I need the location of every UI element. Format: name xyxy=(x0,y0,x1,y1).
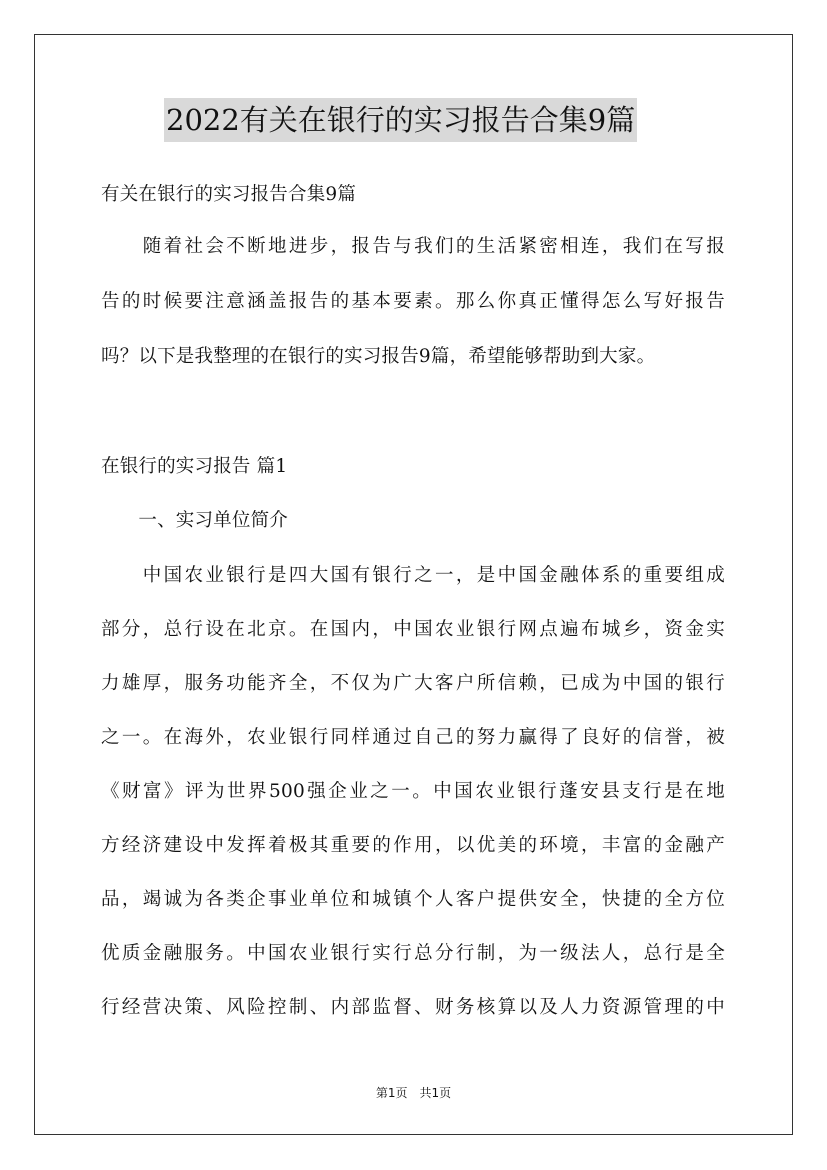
body-line: 方经济建设中发挥着极其重要的作用，以优美的环境，丰富的金融产 xyxy=(101,835,725,856)
body-line: 优质金融服务。中国农业银行实行总分行制，为一级法人，总行是全 xyxy=(101,943,725,964)
section-heading: 在银行的实习报告 篇1 xyxy=(101,456,288,477)
body-line: 中国农业银行是四大国有银行之一，是中国金融体系的重要组成 xyxy=(101,565,725,586)
body-line: 行经营决策、风险控制、内部监督、财务核算以及人力资源管理的中 xyxy=(101,997,725,1018)
intro-line: 告的时候要注意涵盖报告的基本要素。那么你真正懂得怎么写好报告 xyxy=(101,291,725,312)
page-footer: 第1页 共1页 xyxy=(375,1086,452,1100)
sub-heading: 一、实习单位简介 xyxy=(101,510,289,531)
body-line: 部分，总行设在北京。在国内，中国农业银行网点遍布城乡，资金实 xyxy=(101,619,725,640)
body-line: 力雄厚，服务功能齐全，不仅为广大客户所信赖，已成为中国的银行 xyxy=(101,673,725,694)
body-line: 品，竭诚为各类企事业单位和城镇个人客户提供安全，快捷的全方位 xyxy=(101,889,725,910)
document-subtitle: 有关在银行的实习报告合集9篇 xyxy=(101,184,357,205)
document-title: 2022有关在银行的实习报告合集9篇 xyxy=(164,98,637,142)
intro-line: 随着社会不断地进步，报告与我们的生活紧密相连，我们在写报 xyxy=(101,236,725,257)
body-line: 《财富》评为世界500强企业之一。中国农业银行蓬安县支行是在地 xyxy=(101,781,725,802)
intro-line: 吗？以下是我整理的在银行的实习报告9篇，希望能够帮助到大家。 xyxy=(101,346,656,367)
body-line: 之一。在海外，农业银行同样通过自己的努力赢得了良好的信誉，被 xyxy=(101,727,725,748)
